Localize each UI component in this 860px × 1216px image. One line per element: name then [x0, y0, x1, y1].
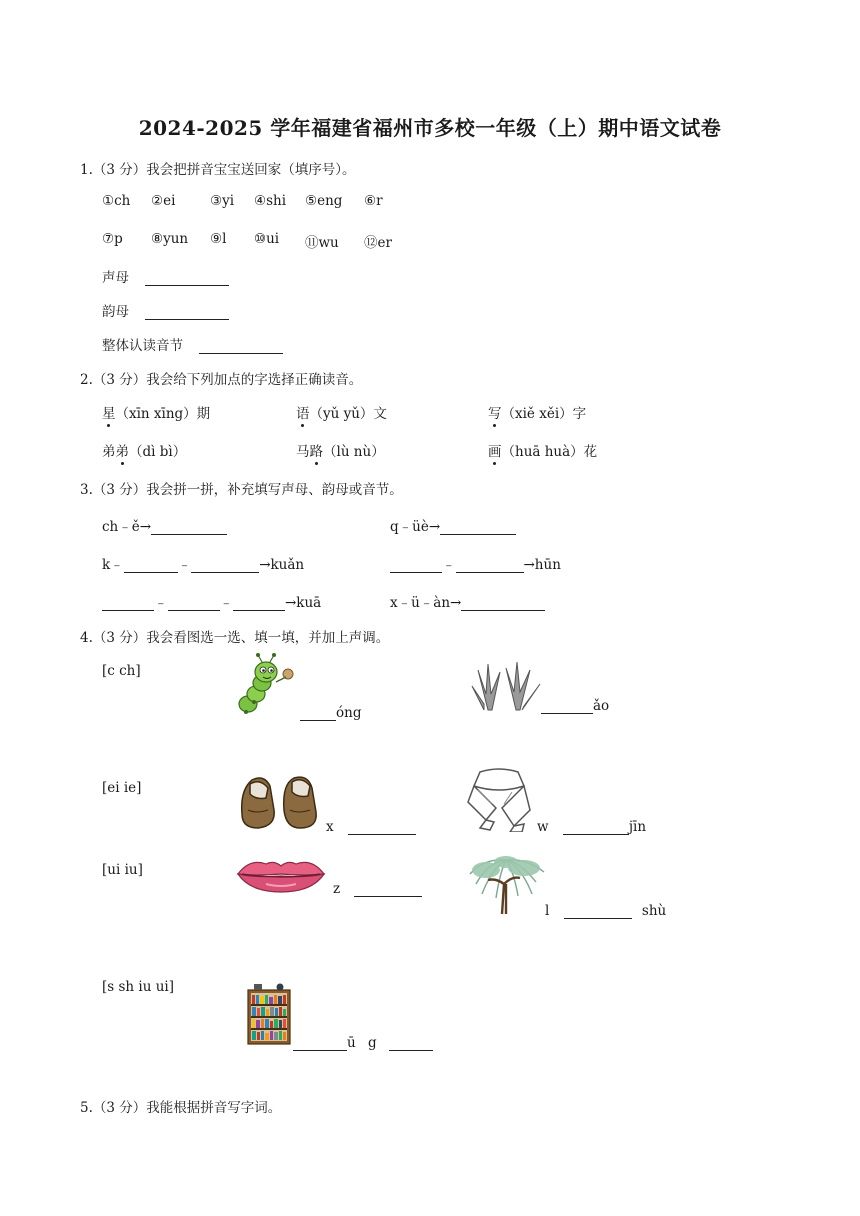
answer-blank[interactable]	[348, 820, 416, 835]
q1-item: ④shi	[254, 193, 287, 209]
q1-fill-row	[102, 266, 229, 286]
q3-item: q﹣üè→	[390, 515, 516, 535]
answer-blank[interactable]	[293, 1036, 347, 1051]
q3-item: ﹣ →hūn	[390, 553, 561, 573]
q1-fill-row	[102, 300, 229, 320]
answer-blank[interactable]	[354, 882, 422, 897]
q1-fill-label: 整体认读音节	[102, 338, 183, 354]
answer-blank[interactable]	[124, 558, 178, 573]
dotted-char: 星	[102, 402, 116, 422]
q4-item: x	[326, 819, 416, 835]
answer-blank[interactable]	[563, 820, 629, 835]
q3-item: x﹣ü﹣àn→	[390, 591, 545, 611]
answer-blank[interactable]	[300, 706, 336, 721]
q4-item: óng	[300, 705, 361, 721]
answer-blank[interactable]	[191, 558, 259, 573]
q1-item: ②ei	[151, 193, 176, 209]
bookcase-icon	[246, 982, 292, 1046]
question-2-stem: 2.（3 分）我会给下列加点的字选择正确读音。	[80, 372, 363, 388]
q2-item: 写（xiě xěi）字	[488, 402, 586, 422]
scarf-icon	[466, 768, 532, 832]
q1-item: ⑥r	[364, 193, 383, 209]
q2-item: 星（xīn xīng）期	[102, 402, 210, 422]
answer-blank[interactable]	[168, 596, 220, 611]
caterpillar-icon	[236, 652, 302, 718]
answer-blank[interactable]	[461, 596, 545, 611]
q1-item: ⑫er	[364, 235, 392, 251]
answer-blank[interactable]	[564, 904, 632, 919]
dotted-char: 画	[488, 440, 502, 460]
q2-item: 语（yǔ yǔ）文	[296, 402, 387, 422]
dotted-char: 语	[296, 402, 310, 422]
answer-blank[interactable]	[145, 271, 229, 286]
question-4-stem: 4.（3 分）我会看图选一选、填一填，并加上声调。	[80, 630, 390, 646]
answer-blank[interactable]	[389, 1036, 433, 1051]
answer-blank[interactable]	[541, 699, 593, 714]
q4-item: z	[333, 881, 422, 897]
q1-fill-row	[102, 334, 283, 354]
shoes-icon	[236, 770, 322, 832]
willow-tree-icon	[466, 854, 550, 916]
dotted-char: 弟	[116, 440, 130, 460]
page-title: 2024-2025 学年福建省福州市多校一年级（上）期中语文试卷	[138, 116, 722, 140]
q1-item: ⑩ui	[254, 231, 280, 247]
q4-options: [c ch]	[102, 663, 141, 679]
dotted-char: 路	[310, 440, 324, 460]
q3-item: ﹣ ﹣ →kuā	[102, 591, 321, 611]
q3-item: k﹣ ﹣ →kuǎn	[102, 557, 305, 573]
q1-item: ⑪wu	[305, 235, 339, 251]
q1-item: ①ch	[102, 193, 131, 209]
dotted-char: 写	[488, 402, 502, 422]
answer-blank[interactable]	[102, 596, 154, 611]
q4-item: ǎo	[541, 698, 609, 714]
question-5-stem: 5.（3 分）我能根据拼音写字词。	[80, 1100, 282, 1116]
q2-item: 马路（lù nù）	[296, 440, 385, 460]
answer-blank[interactable]	[199, 339, 283, 354]
grass-icon	[470, 660, 544, 712]
q1-item: ⑦p	[102, 231, 123, 247]
lips-icon	[236, 856, 326, 894]
answer-blank[interactable]	[151, 520, 227, 535]
q4-options: [ui iu]	[102, 862, 143, 878]
q4-options: [ei ie]	[102, 780, 142, 796]
q3-item: ch﹣ě→	[102, 515, 227, 535]
q2-item: 画（huā huà）花	[488, 440, 597, 460]
q1-item: ③yi	[210, 193, 235, 209]
q1-item: ⑤eng	[305, 193, 343, 209]
q1-item: ⑧yun	[151, 231, 189, 247]
q2-item: 弟弟（dì bì）	[102, 440, 186, 460]
q1-item: ⑨l	[210, 231, 227, 247]
question-3-stem: 3.（3 分）我会拼一拼，补充填写声母、韵母或音节。	[80, 482, 403, 498]
question-1-stem: 1.（3 分）我会把拼音宝宝送回家（填序号）。	[80, 162, 356, 178]
answer-blank[interactable]	[233, 596, 285, 611]
q1-fill-label: 声母	[102, 270, 129, 286]
answer-blank[interactable]	[456, 558, 524, 573]
answer-blank[interactable]	[145, 305, 229, 320]
answer-blank[interactable]	[390, 558, 442, 573]
q1-fill-label: 韵母	[102, 304, 129, 320]
q4-options: [s sh iu ui]	[102, 979, 174, 995]
q4-item: l shù	[545, 903, 667, 919]
q4-item: ū g	[293, 1035, 433, 1051]
q4-item: w jīn	[537, 819, 647, 835]
answer-blank[interactable]	[440, 520, 516, 535]
